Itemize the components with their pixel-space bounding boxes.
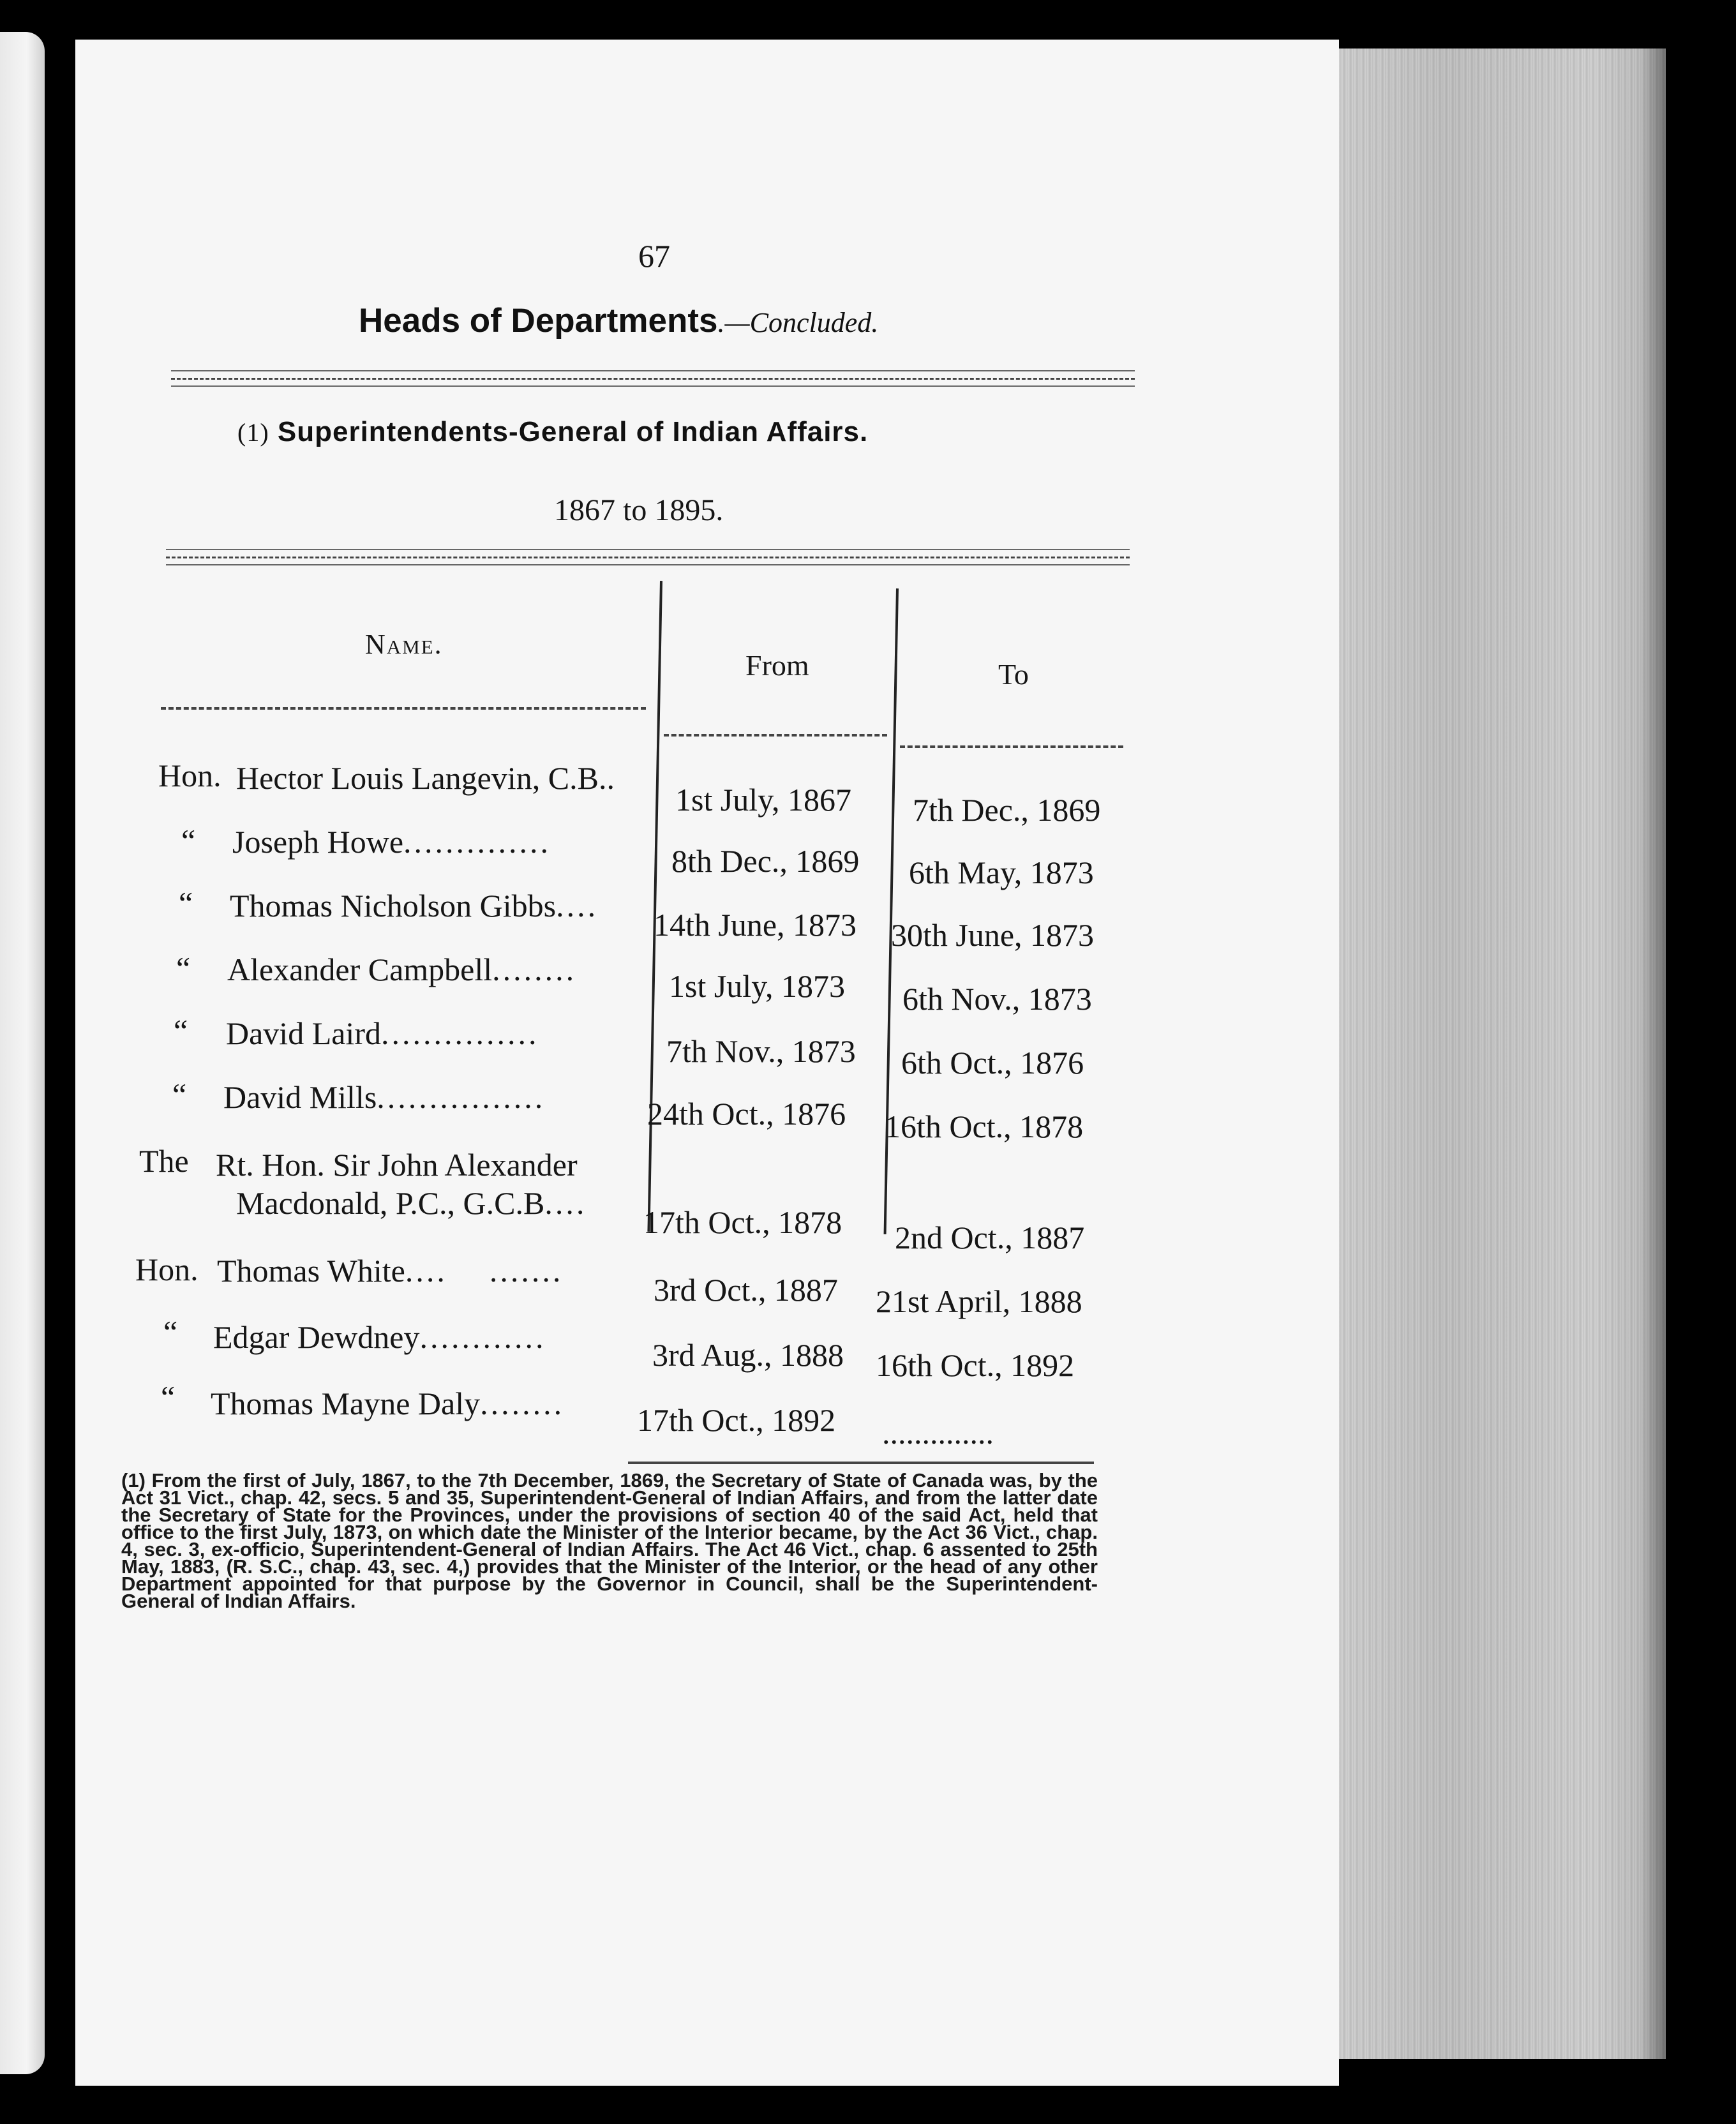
dot-leader: ........ [480,1386,565,1421]
section-title-text: Superintendents-General of Indian Affairs. [277,416,869,447]
row-from: 17th Oct., 1892 [637,1402,836,1438]
section-title [237,416,868,448]
row-to: 30th June, 1873 [891,917,1095,953]
row-from: 17th Oct., 1878 [643,1204,842,1240]
table-rule-bottom [166,564,1130,565]
dot-leader: .... [544,1185,587,1221]
row-from: 24th Oct., 1876 [647,1096,846,1132]
page-heading [359,301,878,340]
name-text: David Mills [223,1079,377,1115]
row-prefix: Hon. [158,758,221,793]
footnote-rule [628,1462,1094,1464]
row-name [230,887,598,924]
dot-leader: .... [556,888,599,924]
dot-leader: ............... [380,1015,539,1051]
row-to: .............. [882,1415,994,1451]
row-to: 2nd Oct., 1887 [895,1220,1085,1255]
date-range: 1867 to 1895. [554,493,724,527]
from-header-underline [664,734,887,737]
name-text: Thomas Nicholson Gibbs [230,888,557,924]
row-to: 21st April, 1888 [876,1283,1082,1319]
row-prefix: “ [181,823,196,858]
book-page-edges [1302,49,1666,2059]
row-to: 6th Oct., 1876 [901,1045,1084,1081]
row-prefix: Hon. [135,1252,198,1287]
name-header-underline [161,707,646,710]
row-to: 16th Oct., 1892 [876,1347,1075,1383]
footnote: (1) From the first of July, 1867, to the 7th December, 1869, the Secretary of State of Canada was, by the Act 31 Vict., chap. 42, secs. 5 and 35, Superintendent-General of Indian Affairs, and from the latter date the Secretary of State for the Provinces, under the provisions of section 40 of the said Act, held that office to the first July, 1873, on which date the Minister of the Interior became, by the Act 36 Vict., chap. 4, sec. 3, ex-officio, Superintendent-General of Indian Affairs. The Act 46 Vict., chap. 6 assented to 25th May, 1883, (R. S.C., chap. 43, sec. 4,) provides that the Minister of the Interior, or the head of any other Department appointed for that purpose by the Governor in Council, shall be the Superintendent-General of Indian Affairs. [121,1469,1098,1612]
dot-leader: .............. [403,824,551,860]
name-text: Hector Louis Langevin, C.B.. [236,760,615,796]
heading-rule-bottom [171,385,1135,387]
row-name [236,759,615,796]
row-prefix: “ [172,1077,187,1112]
column-header-to: To [998,658,1029,691]
row-from: 3rd Oct., 1887 [654,1272,838,1308]
name-text: David Laird [226,1015,381,1051]
row-prefix: “ [179,885,193,921]
heading-rule-dashed [171,378,1135,380]
column-header-name: Name. [365,629,443,660]
dot-leader: ............ [419,1319,546,1355]
name-text: Macdonald, P.C., G.C.B [236,1185,545,1221]
dot-leader: .... ....... [405,1253,564,1289]
table-rule-top [166,549,1130,550]
row-from: 8th Dec., 1869 [671,843,860,879]
dot-leader: ................ [377,1079,546,1115]
row-name [226,1015,539,1052]
row-prefix: “ [174,1013,188,1049]
row-name [223,1079,545,1116]
page-number: 67 [638,238,670,274]
name-text: Thomas Mayne Daly [211,1386,481,1421]
row-name [232,823,551,860]
row-from: 1st July, 1873 [669,968,845,1004]
adjacent-page-edge [0,32,45,2074]
heading-suffix: .—Concluded. [717,307,879,338]
section-ref: (1) [237,418,269,447]
row-from: 3rd Aug., 1888 [652,1337,844,1373]
row-prefix: “ [163,1314,178,1350]
row-prefix: “ [161,1379,176,1415]
row-name: Rt. Hon. Sir John Alexander [216,1147,578,1183]
row-to: 6th Nov., 1873 [902,981,1092,1017]
name-text: Alexander Campbell [227,952,493,987]
row-prefix: The [139,1143,189,1179]
name-text: Joseph Howe [232,824,404,860]
row-name-continued [236,1185,587,1222]
row-from: 1st July, 1867 [675,782,851,818]
dot-leader: ........ [492,952,577,987]
table-rule-dashed [166,557,1130,558]
row-name [227,951,576,988]
row-name [211,1385,564,1422]
row-to: 6th May, 1873 [909,855,1094,890]
row-to: 16th Oct., 1878 [885,1109,1084,1144]
row-name [213,1319,546,1356]
name-text: Thomas White [217,1253,405,1289]
to-header-underline [900,745,1123,748]
row-from: 14th June, 1873 [654,907,857,943]
row-name [217,1252,563,1289]
heading-rule-top [171,370,1135,371]
row-from: 7th Nov., 1873 [666,1033,856,1069]
column-header-from: From [745,649,809,682]
name-text: Edgar Dewdney [213,1319,420,1355]
row-prefix: “ [176,950,191,986]
heading-main: Heads of Departments [359,302,718,340]
row-to: 7th Dec., 1869 [913,792,1101,828]
